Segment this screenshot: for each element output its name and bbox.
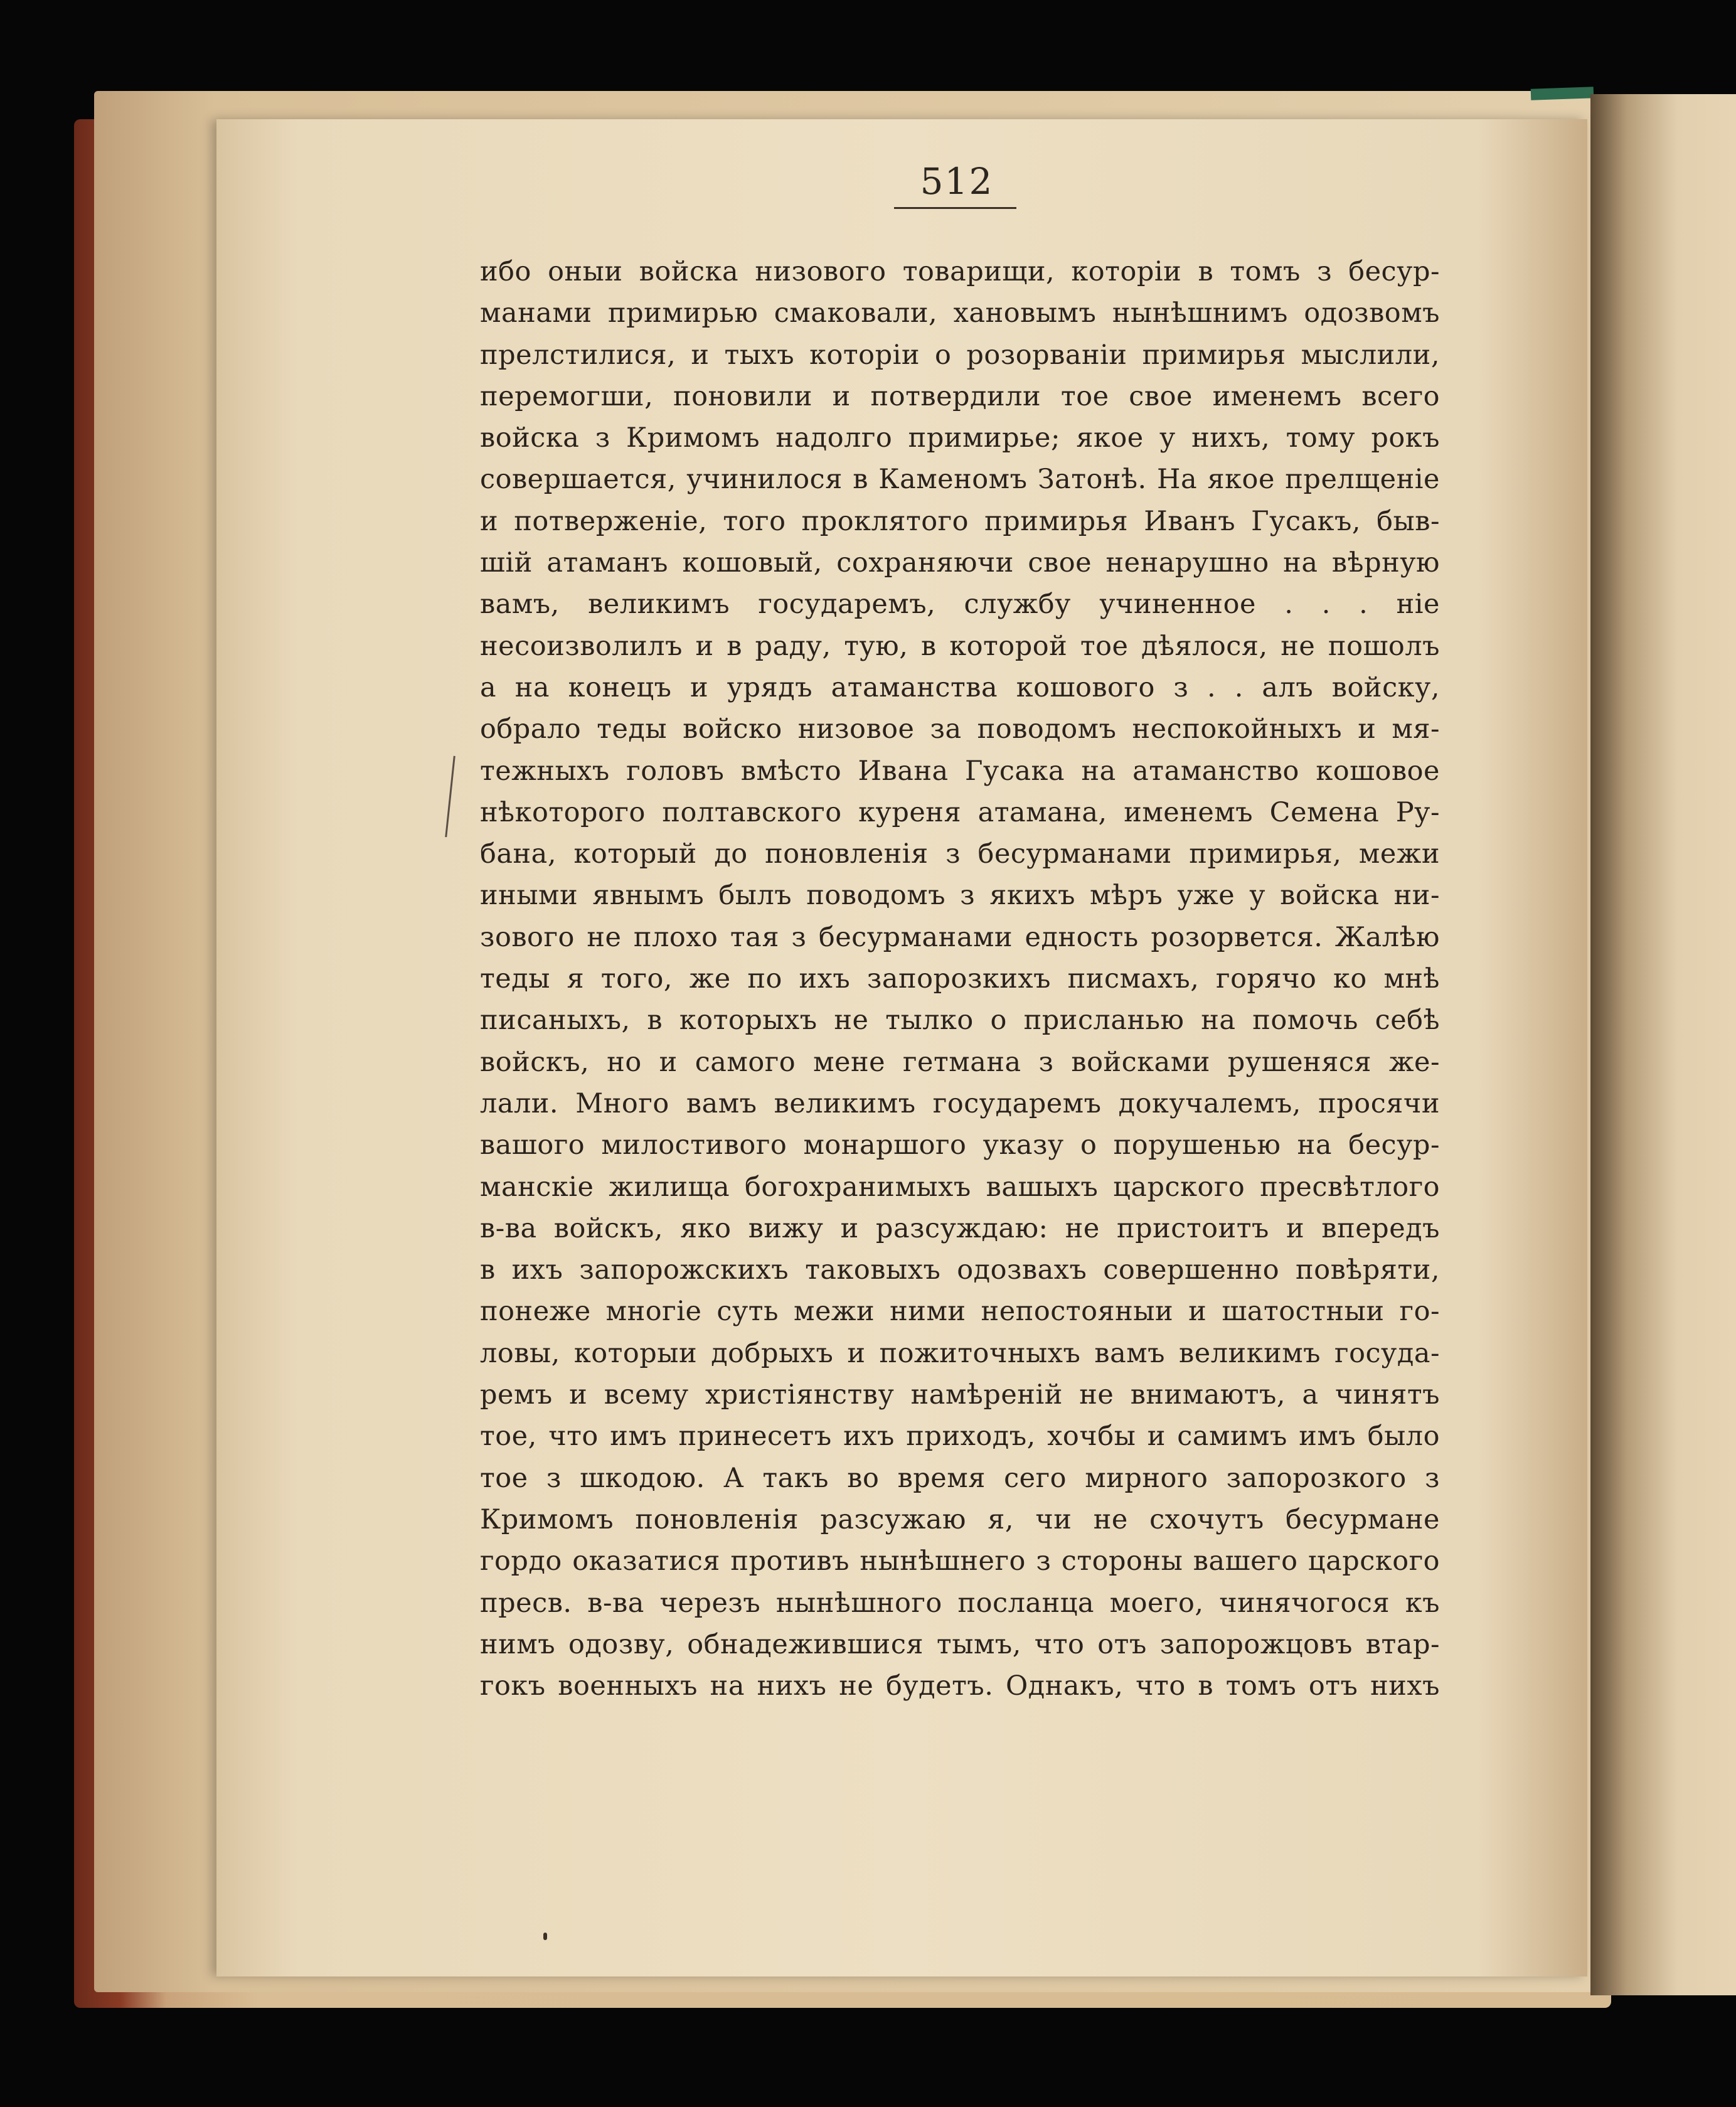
text-line: в-ва войскъ, яко вижу и разсуждаю: не пристоитъ и впередъ [480, 1212, 1440, 1244]
text-line: Кримомъ поновленiя разсужаю я, чи не схочутъ бесурмане [480, 1503, 1440, 1535]
text-line: манскiе жилища богохранимыхъ вашыхъ царского пресвѣтлого [480, 1171, 1440, 1203]
text-line: совершается, учинилося в Каменомъ Затонѣ. На якое прелщенiе [480, 464, 1440, 496]
text-line: тежныхъ головъ вмѣсто Ивана Гусака на атаманство кошовое [480, 755, 1440, 787]
text-line: иными явнымъ былъ поводомъ з якихъ мѣръ уже у войска ни- [480, 880, 1440, 912]
text-line: а на конецъ и урядъ атаманства кошового з . . алъ войску, [480, 671, 1440, 703]
text-line: зового не плохо тая з бесурманами едность розорвется. Жалѣю [480, 921, 1440, 953]
text-line: несоизволилъ и в раду, тую, в которой тое дѣялося, не пошолъ [480, 630, 1440, 662]
text-line: пресв. в-ва черезъ нынѣшного посланца моего, чинячогося къ [480, 1587, 1440, 1619]
text-line: нѣкоторого полтавского куреня атамана, именемъ Семена Ру- [480, 796, 1440, 828]
text-line: писаныхъ, в которыхъ не тылко о присланью на помочь себѣ [480, 1005, 1440, 1037]
facing-page-edge [1590, 94, 1736, 1995]
text-line: лали. Много вамъ великимъ государемъ докучалемъ, просячи [480, 1087, 1440, 1119]
text-line: гордо оказатися противъ нынѣшнего з стороны вашего царского [480, 1545, 1440, 1577]
page-number-rule [894, 207, 1016, 209]
text-line: гокъ военныхъ на нихъ не будетъ. Однакъ, что в томъ отъ нихъ [480, 1670, 1440, 1702]
ink-speck [543, 1933, 547, 1940]
page-number: 512 [920, 160, 994, 203]
text-line: бана, который до поновленiя з бесурманами примирья, межи [480, 838, 1440, 870]
text-line: шiй атаманъ кошовый, сохраняючи свое ненарушно на вѣрную [480, 547, 1440, 579]
text-line: вашого милостивого монаршого указу о порушенью на бесур- [480, 1129, 1440, 1161]
text-line: войскъ, но и самого мене гетмана з войсками рушеняся же- [480, 1046, 1440, 1078]
text-line: в ихъ запорожскихъ таковыхъ одозвахъ совершенно повѣряти, [480, 1254, 1440, 1286]
text-line: манами примирью смаковали, хановымъ нынѣшнимъ одозвомъ [480, 297, 1440, 329]
page-text [480, 251, 1440, 1707]
text-line: тое, что имъ принесетъ ихъ приходъ, хочбы и самимъ имъ было [480, 1421, 1440, 1453]
text-line: теды я того, же по ихъ запорозкихъ писмахъ, горячо ко мнѣ [480, 963, 1440, 995]
text-line: тое з шкодою. А такъ во время сего мирного запорозкого з [480, 1462, 1440, 1494]
text-line: понеже многiе суть межи ними непостояныи и шатостныи го- [480, 1296, 1440, 1328]
text-line: ловы, которыи добрыхъ и пожиточныхъ вамъ великимъ госуда- [480, 1337, 1440, 1369]
bookmark-ribbon [1531, 87, 1594, 100]
text-line: нимъ одозву, обнадежившися тымъ, что отъ запорожцовъ втар- [480, 1628, 1440, 1660]
text-line: ремъ и всему христiянству намѣренiй не внимаютъ, а чинятъ [480, 1379, 1440, 1411]
text-line: прелстилися, и тыхъ которiи о розорванiи примирья мыслили, [480, 339, 1440, 371]
text-line: перемогши, поновили и потвердили тое свое именемъ всего [480, 380, 1440, 412]
text-line: обрало теды войско низовое за поводомъ неспокойныхъ и мя- [480, 713, 1440, 745]
text-line: ибо оныи войска низового товарищи, которiи в томъ з бесур- [480, 256, 1440, 287]
text-line: вамъ, великимъ государемъ, службу учиненное . . . нiе [480, 589, 1440, 621]
text-line: войска з Кримомъ надолго примирье; якое у нихъ, тому рокъ [480, 422, 1440, 454]
text-line: и потверженiе, того проклятого примирья Иванъ Гусакъ, быв- [480, 505, 1440, 537]
